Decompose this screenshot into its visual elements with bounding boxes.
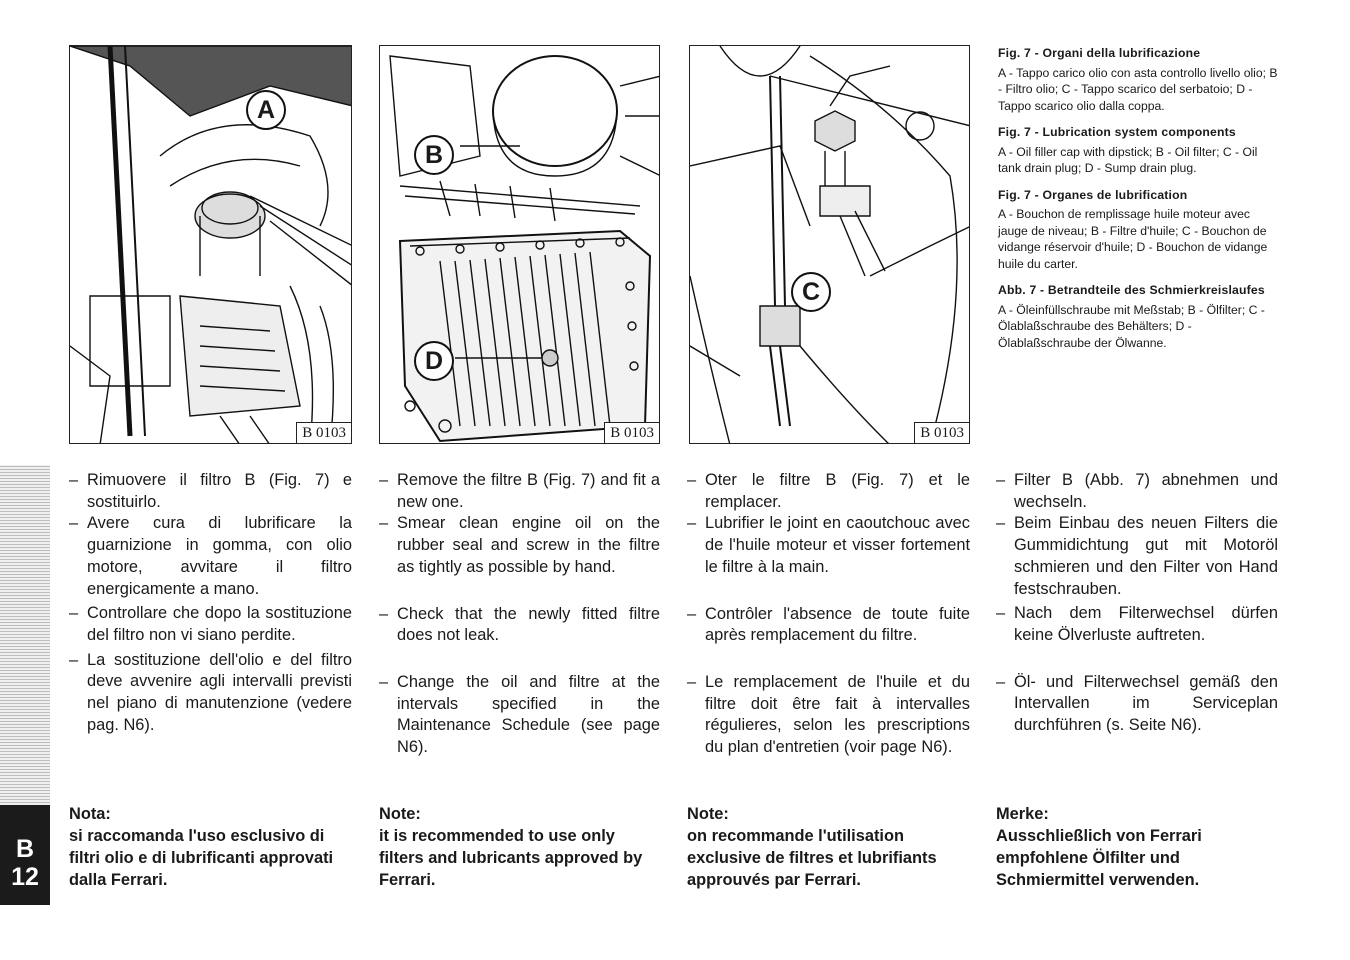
section-letter: B <box>15 835 35 863</box>
figure-b-d-oil-filter-sump <box>379 45 660 444</box>
note-text: on recommande l'utilisation exclusive de filtres et lubrifiants approuvés par Ferrari. <box>687 827 937 889</box>
figure-code: B 0103 <box>296 422 351 443</box>
page-number: 12 <box>11 863 39 891</box>
list-item: – La sostituzione dell'olio e del filtro deve avvenire agli intervalli previsti nel piano di manutenzione (vedere pag. N6). <box>69 650 352 737</box>
figure-c-drawing <box>690 46 970 444</box>
list-item: – Avere cura di lubrificare la guarnizione in gomma, con olio motore, avvitare il filtro energicamente a mano. <box>69 513 352 600</box>
list-item: – Nach dem Filterwechsel dürfen keine Ölverluste auftreten. <box>996 603 1278 646</box>
legend-text-en: A - Oil filler cap with dipstick; B - Oil filter; C - Oil tank drain plug; D - Sump drain plug. <box>998 144 1258 175</box>
legend-text-it: A - Tappo carico olio con asta controllo livello olio; B - Filtro olio; C - Tappo scarico del serbatoio; D - Tappo scarico olio dalla coppa. <box>998 65 1278 113</box>
list-item: – Le remplacement de l'huile et du filtre doit être fait à intervalles régulieres, selon les prescriptions du plan d'entretien (voir page N6). <box>687 672 970 759</box>
note-italian <box>69 803 354 891</box>
figure-a-drawing <box>70 46 352 444</box>
list-item: – Remove the filtre B (Fig. 7) and fit a new one. <box>379 470 660 513</box>
figure-legend <box>998 45 1283 361</box>
list-item: – Controllare che dopo la sostituzione del filtro non vi siano perdite. <box>69 603 352 646</box>
column-french <box>687 470 970 759</box>
legend-text-fr: A - Bouchon de remplissage huile moteur avec jauge de niveau; B - Filtre d'huile; C - Bouchon de vidange réservoir d'huile; D - Bouchon de vidange huile du carter. <box>998 207 1268 271</box>
callout-b: B <box>414 135 454 175</box>
note-heading: Nota: <box>69 805 111 823</box>
legend-title-it: Fig. 7 - Organi della lubrificazione <box>998 46 1201 60</box>
page-number-tab <box>0 805 50 905</box>
note-heading: Merke: <box>996 805 1049 823</box>
list-item: – Check that the newly fitted filtre does not leak. <box>379 604 660 647</box>
list-item: – Filter B (Abb. 7) abnehmen und wechseln. <box>996 470 1278 513</box>
note-german <box>996 803 1281 891</box>
column-german <box>996 470 1278 737</box>
list-item: – Contrôler l'absence de toute fuite après remplacement du filtre. <box>687 604 970 647</box>
legend-title-de: Abb. 7 - Betrandteile des Schmierkreislaufes <box>998 283 1265 297</box>
list-item: – Change the oil and filtre at the intervals specified in the Maintenance Schedule (see page N6). <box>379 672 660 759</box>
list-item: – Öl- und Filterwechsel gemäß den Intervallen im Serviceplan durchführen (s. Seite N6). <box>996 672 1278 737</box>
figure-code: B 0103 <box>914 422 969 443</box>
callout-d: D <box>414 341 454 381</box>
figure-a-oil-filler <box>69 45 352 444</box>
figure-c-oil-tank-drain <box>689 45 970 444</box>
callout-c: C <box>791 272 831 312</box>
legend-text-de: A - Öleinfüllschraube mit Meßstab; B - Ölfilter; C - Ölablaßschraube des Behälters; D - Ölablaßschraube der Ölwanne. <box>998 302 1265 350</box>
list-item: – Beim Einbau des neuen Filters die Gummidichtung gut mit Motoröl schmieren und den Filter von Hand festschrauben. <box>996 513 1278 600</box>
list-item: – Lubrifier le joint en caoutchouc avec de l'huile moteur et visser fortement le filtre à la main. <box>687 513 970 578</box>
legend-title-fr: Fig. 7 - Organes de lubrification <box>998 187 1188 202</box>
page-side-tab <box>0 465 50 905</box>
note-english <box>379 803 662 891</box>
note-text: it is recommended to use only filters and lubricants approved by Ferrari. <box>379 827 643 889</box>
callout-a: A <box>246 90 286 130</box>
note-heading: Note: <box>687 805 729 823</box>
figure-bd-drawing <box>380 46 660 444</box>
figure-code: B 0103 <box>604 422 659 443</box>
column-english <box>379 470 660 759</box>
column-italian <box>69 470 352 736</box>
list-item: – Oter le filtre B (Fig. 7) et le remplacer. <box>687 470 970 513</box>
note-heading: Note: <box>379 805 421 823</box>
legend-title-en: Fig. 7 - Lubrication system components <box>998 125 1236 139</box>
list-item: – Rimuovere il filtro B (Fig. 7) e sostituirlo. <box>69 470 352 513</box>
note-text: Ausschließlich von Ferrari empfohlene Ölfilter und Schmiermittel verwenden. <box>996 827 1202 889</box>
list-item: – Smear clean engine oil on the rubber seal and screw in the filtre as tightly as possible by hand. <box>379 513 660 578</box>
note-text: si raccomanda l'uso esclusivo di filtri olio e di lubrificanti approvati dalla Ferrari. <box>69 827 334 889</box>
note-french <box>687 803 972 891</box>
